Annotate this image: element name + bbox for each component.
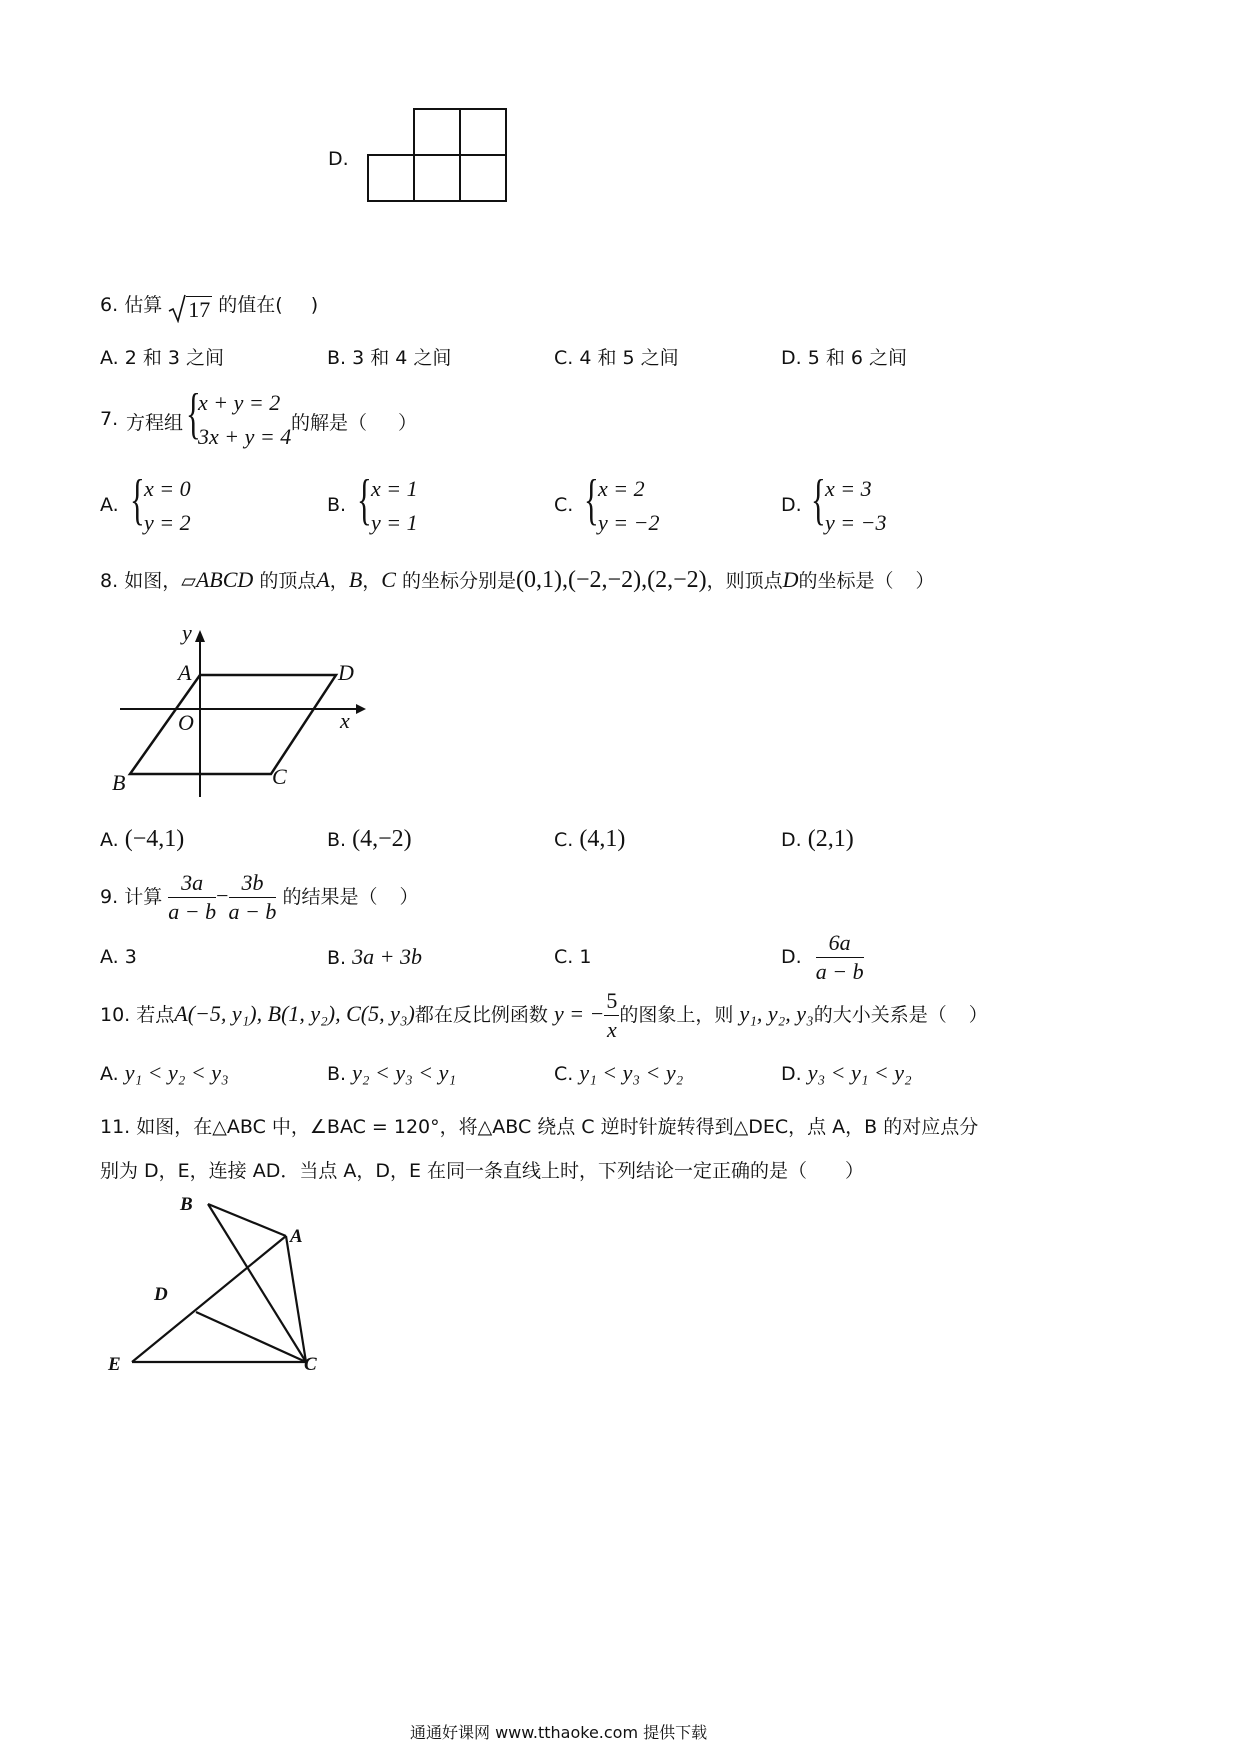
q7-eq1: x + y = 2 (198, 390, 281, 415)
q6-option-d[interactable] (781, 343, 907, 370)
q9-option-a[interactable] (100, 946, 137, 968)
option-line1: x = 3 (825, 476, 872, 501)
q10-text: 若点 (136, 1004, 175, 1026)
brace-icon: { (186, 383, 201, 445)
q10-points: A(−5, y₁), B(1, y₂), C(5, y₃) (174, 1001, 415, 1026)
minus-sign: − (216, 883, 229, 908)
option-text: y₁ < y₂ < y₃ (124, 1060, 229, 1085)
option-text: 1 (579, 946, 592, 968)
label-b: B (112, 770, 126, 795)
q9-option-d[interactable] (781, 930, 864, 985)
q6-radicand: 17 (188, 297, 211, 322)
q7-system (198, 386, 291, 454)
q8-close: ） (915, 570, 935, 592)
option-label: D. (781, 494, 802, 516)
brace-icon: { (357, 469, 372, 531)
q8-text: 的坐标分别是 (402, 570, 517, 592)
option-line2: y = 2 (144, 510, 191, 535)
q6-option-a[interactable] (100, 343, 224, 370)
q10-text: 都在反比例函数 (414, 1004, 548, 1026)
option-label: B. (327, 947, 347, 969)
denominator: a − b (228, 899, 277, 924)
q8-number: 8. (100, 570, 119, 592)
q11-line2: 别为 D，E，连接 AD．当点 A，D，E 在同一条直线上时，下列结论一定正确的是（ ） (100, 1160, 865, 1182)
q9-close: ） (399, 886, 419, 908)
q10-option-d[interactable] (781, 1060, 912, 1086)
option-label: A. (100, 946, 119, 968)
numerator: 3b (229, 870, 277, 898)
fraction (816, 930, 864, 985)
option-label: A. (100, 494, 119, 516)
q8-abcd: ABCD (195, 567, 254, 592)
option-label: B. (327, 1063, 347, 1085)
q10-text: 的大小关系是（ (813, 1004, 947, 1026)
q8-option-b[interactable] (327, 826, 412, 853)
grid-cell (460, 155, 506, 201)
option-text: y₁ < y₃ < y₂ (579, 1060, 684, 1085)
label-d: D (154, 1284, 168, 1305)
q10-option-c[interactable] (554, 1060, 683, 1086)
option-line1: x = 0 (144, 476, 191, 501)
label-d: D (338, 660, 354, 685)
option-line2: y = −3 (825, 510, 887, 535)
q9-stem (100, 870, 418, 925)
q8-option-c[interactable] (554, 826, 625, 853)
option-label: B. (327, 829, 347, 851)
q7-suffix: 的解是（ (291, 412, 368, 434)
numerator: 5 (604, 988, 619, 1016)
label-x: x (340, 708, 350, 733)
q8-text: 的顶点 (259, 570, 317, 592)
fraction (168, 870, 216, 925)
q10-text: 的图象上，则 (619, 1004, 734, 1026)
denominator: a − b (815, 959, 864, 984)
option-line2: y = −2 (598, 510, 660, 535)
option-text: (−4,1) (124, 826, 185, 852)
numerator: 6a (816, 930, 864, 958)
sqrt-expression (168, 293, 212, 323)
q8-text: 如图， (124, 570, 182, 592)
q8-point-d: D (782, 567, 799, 592)
q8-point-a: A (316, 567, 330, 592)
option-label: C. (554, 347, 574, 369)
label-c: C (304, 1354, 317, 1375)
q7-eq2: 3x + y = 4 (198, 424, 292, 449)
q9-number: 9. (100, 886, 119, 908)
q11-line1: 11. 如图，在△ABC 中，∠BAC = 120°，将△ABC 绕点 C 逆时针旋转得到△DEC，点 A，B 的对应点分 (100, 1116, 979, 1138)
option-text: 4 和 5 之间 (579, 347, 679, 369)
option-line2: y = 1 (371, 510, 418, 535)
option-label: D. (781, 829, 802, 851)
q6-close: ) (310, 294, 319, 316)
q10-stem (100, 988, 988, 1043)
option-text: 5 和 6 之间 (807, 347, 908, 369)
option-label: C. (554, 494, 574, 516)
option-text: 3 (124, 946, 137, 968)
option-label: A. (100, 1063, 119, 1085)
q10-func-lhs: y = − (553, 1001, 605, 1026)
q7-prefix: 方程组 (126, 412, 184, 434)
q6-number: 6. (100, 294, 119, 316)
sqrt-sign-icon (168, 293, 186, 323)
option-label: C. (554, 946, 574, 968)
denominator: a − b (168, 899, 217, 924)
q9-option-c[interactable] (554, 946, 591, 968)
q8-point-b: B (348, 567, 363, 592)
fraction (229, 870, 277, 925)
q6-stem (100, 290, 318, 323)
option-label: C. (554, 829, 574, 851)
q6-option-c[interactable] (554, 343, 679, 370)
option-label: A. (100, 347, 119, 369)
q9-suffix: 的结果是（ (282, 886, 378, 908)
brace-icon: { (811, 469, 826, 531)
q9-prefix: 计算 (124, 886, 163, 908)
label-a: A (290, 1226, 303, 1247)
grid-cell (460, 109, 506, 155)
q8-figure (108, 620, 378, 800)
option-text: (4,1) (579, 826, 626, 852)
q8-option-d[interactable] (781, 826, 854, 853)
option-text: 2 和 3 之间 (124, 347, 225, 369)
grid-cell (414, 109, 460, 155)
option-line1: x = 2 (598, 476, 645, 501)
label-c: C (272, 764, 287, 789)
fraction (604, 988, 619, 1043)
brace-icon: { (130, 469, 145, 531)
page-footer: 通通好课网 www.tthaoke.com 提供下载 (410, 1723, 708, 1742)
label-y: y (182, 620, 192, 645)
q8-text: ，则顶点 (706, 570, 783, 592)
arrow-icon (195, 630, 205, 642)
option-label: A. (100, 829, 119, 851)
option-label: D. (781, 1063, 802, 1085)
option-label: B. (327, 494, 347, 516)
label-b: B (180, 1194, 193, 1215)
parallelogram-icon: ▱ (181, 570, 196, 592)
label-e: E (108, 1354, 121, 1375)
grid-cell (414, 155, 460, 201)
q6-option-b[interactable] (327, 343, 451, 370)
brace-icon: { (584, 469, 599, 531)
parallelogram-abcd (130, 675, 336, 774)
q10-vars: y₁, y₂, y₃ (739, 1001, 814, 1026)
arrow-icon (356, 704, 366, 714)
segment-ac (286, 1236, 306, 1362)
q8-option-a[interactable] (100, 826, 184, 853)
q10-option-b[interactable] (327, 1060, 456, 1086)
q10-number: 10. (100, 1004, 131, 1026)
q8-text: 的坐标是（ (798, 570, 894, 592)
q10-option-a[interactable] (100, 1060, 229, 1086)
grid-cell (368, 155, 414, 201)
q8-stem (100, 566, 935, 594)
option-label: B. (327, 347, 347, 369)
separator: ， (362, 570, 382, 592)
option-text: y₃ < y₁ < y₂ (807, 1060, 912, 1085)
option-label: D. (781, 946, 802, 968)
q5-option-d-label: D. (328, 148, 349, 170)
option-text: 3a + 3b (352, 944, 422, 969)
option-text: 3 和 4 之间 (352, 347, 452, 369)
q8-point-c: C (381, 567, 396, 592)
q7-number: 7. (100, 408, 119, 430)
q6-suffix: 的值在( (218, 294, 283, 316)
denominator: x (607, 1017, 617, 1042)
q11-figure (100, 1186, 340, 1386)
q10-close: ） (968, 1004, 988, 1026)
q9-option-b[interactable] (327, 944, 422, 970)
option-text: y₂ < y₃ < y₁ (352, 1060, 457, 1085)
numerator: 3a (168, 870, 216, 898)
option-label: D. (781, 347, 802, 369)
segment-ba (208, 1204, 286, 1236)
q6-prefix: 估算 (124, 294, 163, 316)
option-line1: x = 1 (371, 476, 418, 501)
label-o: O (178, 710, 194, 735)
option-label: C. (554, 1063, 574, 1085)
label-a: A (178, 660, 192, 685)
option-text: (2,1) (807, 826, 854, 852)
q5-option-d-figure (360, 100, 520, 210)
separator: ， (329, 570, 349, 592)
q7-close: ） (398, 412, 418, 434)
q8-coords: (0,1),(−2,−2),(2,−2) (516, 567, 707, 593)
option-text: (4,−2) (352, 826, 412, 852)
